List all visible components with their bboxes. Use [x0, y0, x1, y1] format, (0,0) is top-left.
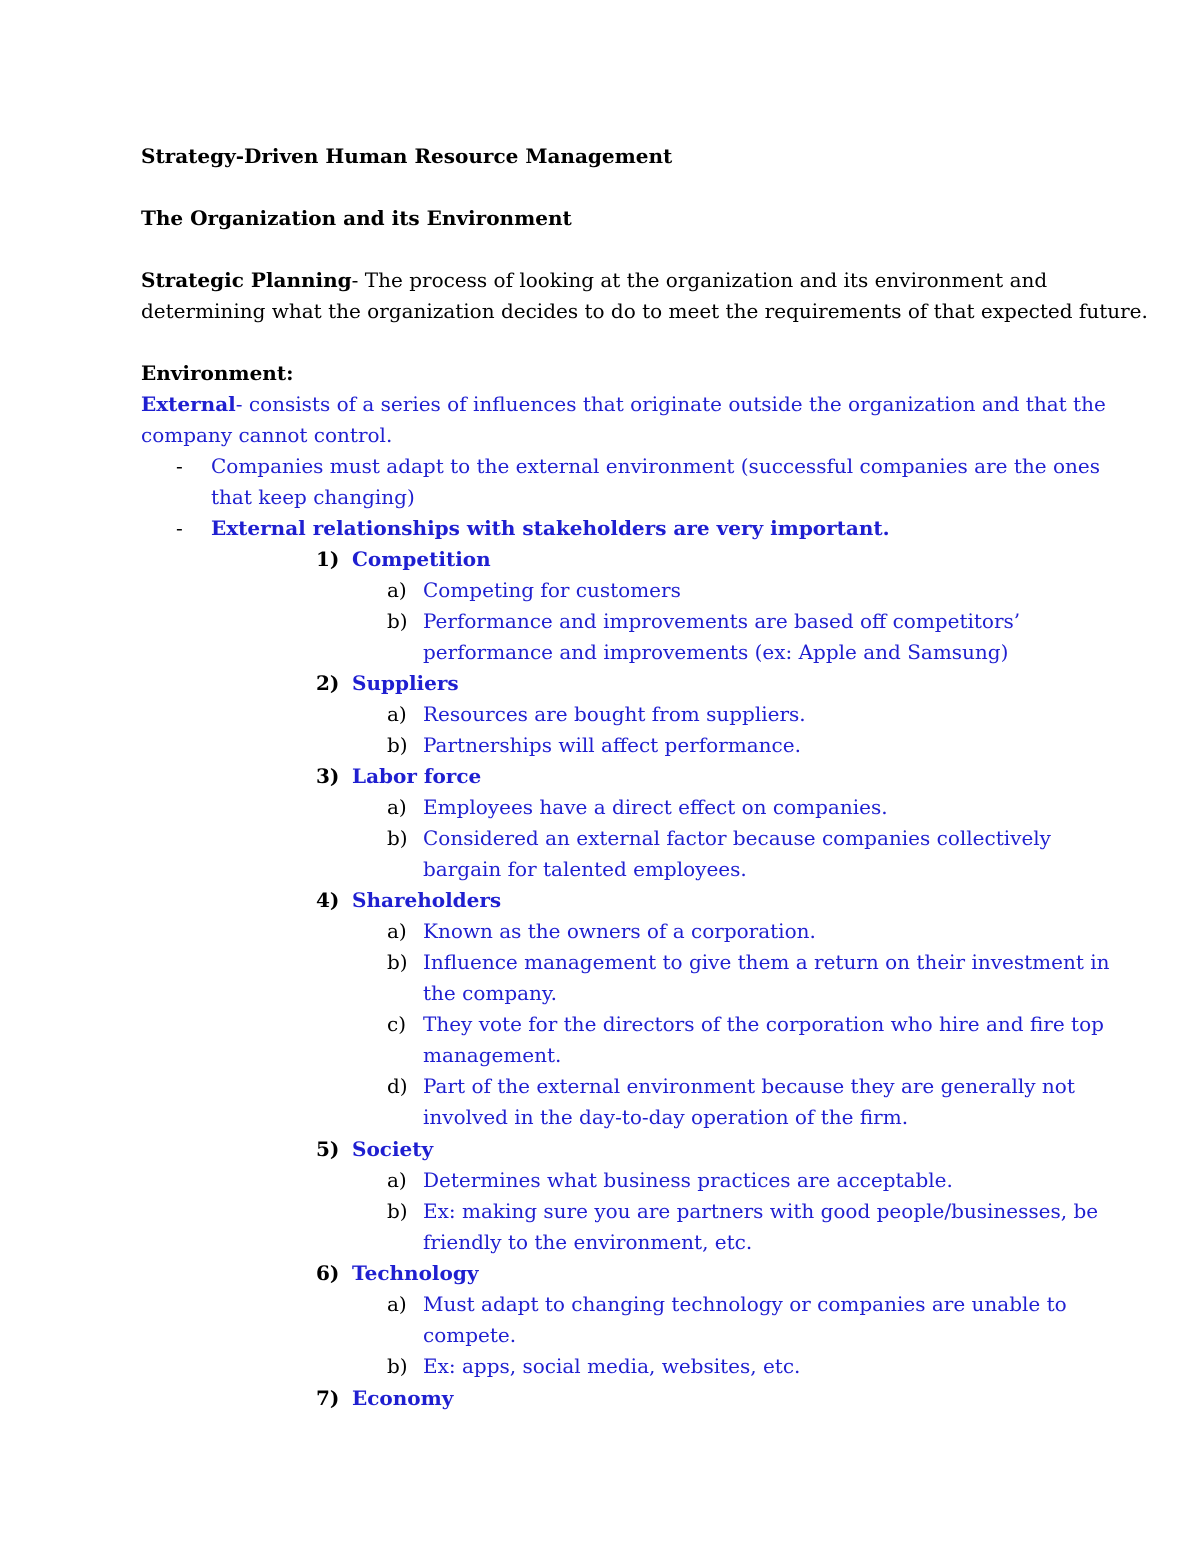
bullet-text-continued: that keep changing) — [211, 485, 415, 509]
list-heading-technology: Technology — [352, 1261, 479, 1285]
bullet-text: External relationships with stakeholders are very important. — [211, 516, 890, 540]
sub-item-continued: bargain for talented employees. — [423, 857, 747, 881]
list-heading-suppliers: Suppliers — [352, 671, 459, 695]
sub-item-continued: management. — [423, 1043, 562, 1067]
sub-letter: b) — [387, 1199, 408, 1223]
list-number: 4) — [316, 888, 340, 912]
sub-letter: c) — [387, 1012, 407, 1036]
sub-item: Resources are bought from suppliers. — [423, 702, 806, 726]
sub-letter: a) — [387, 578, 407, 602]
sub-letter: b) — [387, 609, 408, 633]
sub-letter: a) — [387, 919, 407, 943]
strategic-planning-definition: - The process of looking at the organization and its environment and — [351, 268, 1048, 292]
sub-item: Must adapt to changing technology or companies are unable to — [423, 1292, 1067, 1316]
sub-item: Performance and improvements are based off competitors’ — [423, 609, 1021, 633]
sub-letter: a) — [387, 1292, 407, 1316]
sub-letter: b) — [387, 1354, 408, 1378]
sub-item: Determines what business practices are acceptable. — [423, 1168, 953, 1192]
list-number: 5) — [316, 1137, 340, 1161]
sub-letter: b) — [387, 733, 408, 757]
sub-item: Considered an external factor because companies collectively — [423, 826, 1051, 850]
list-heading-labor-force: Labor force — [352, 764, 482, 788]
sub-letter: a) — [387, 1168, 407, 1192]
bullet-dash: - — [176, 454, 183, 478]
list-number: 7) — [316, 1386, 340, 1410]
list-heading-shareholders: Shareholders — [352, 888, 502, 912]
environment-heading: Environment: — [141, 361, 294, 385]
external-definition: - consists of a series of influences that originate outside the organization and that the — [235, 392, 1106, 416]
strategic-planning-term: Strategic Planning — [141, 268, 352, 292]
strategic-planning-line-2: determining what the organization decides to do to meet the requirements of that expected future. — [141, 299, 1148, 323]
list-number: 2) — [316, 671, 340, 695]
sub-item-continued: performance and improvements (ex: Apple and Samsung) — [423, 640, 1009, 664]
sub-letter: b) — [387, 826, 408, 850]
list-number: 3) — [316, 764, 340, 788]
sub-item: Competing for customers — [423, 578, 681, 602]
list-heading-society: Society — [352, 1137, 434, 1161]
sub-item-continued: the company. — [423, 981, 557, 1005]
sub-item-continued: involved in the day-to-day operation of the firm. — [423, 1105, 909, 1129]
sub-letter: b) — [387, 950, 408, 974]
list-heading-economy: Economy — [352, 1386, 454, 1410]
list-number: 6) — [316, 1261, 340, 1285]
sub-item: Known as the owners of a corporation. — [423, 919, 816, 943]
sub-item: Partnerships will affect performance. — [423, 733, 801, 757]
sub-letter: d) — [387, 1074, 408, 1098]
external-term: External — [141, 392, 236, 416]
section-heading: The Organization and its Environment — [141, 206, 572, 230]
sub-letter: a) — [387, 795, 407, 819]
external-line-2: company cannot control. — [141, 423, 393, 447]
sub-item: Part of the external environment because they are generally not — [423, 1074, 1075, 1098]
document-title: Strategy-Driven Human Resource Management — [141, 144, 673, 168]
sub-item: They vote for the directors of the corporation who hire and fire top — [423, 1012, 1104, 1036]
external-line-1 — [141, 389, 1106, 420]
bullet-text: Companies must adapt to the external environment (successful companies are the ones — [211, 454, 1100, 478]
sub-item: Influence management to give them a return on their investment in — [423, 950, 1110, 974]
list-heading-competition: Competition — [352, 547, 491, 571]
sub-item-continued: friendly to the environment, etc. — [423, 1230, 753, 1254]
sub-letter: a) — [387, 702, 407, 726]
list-number: 1) — [316, 547, 340, 571]
sub-item: Employees have a direct effect on companies. — [423, 795, 888, 819]
strategic-planning-line-1 — [141, 265, 1047, 296]
sub-item-continued: compete. — [423, 1323, 517, 1347]
bullet-dash: - — [176, 516, 183, 540]
sub-item: Ex: apps, social media, websites, etc. — [423, 1354, 801, 1378]
sub-item: Ex: making sure you are partners with good people/businesses, be — [423, 1199, 1099, 1223]
